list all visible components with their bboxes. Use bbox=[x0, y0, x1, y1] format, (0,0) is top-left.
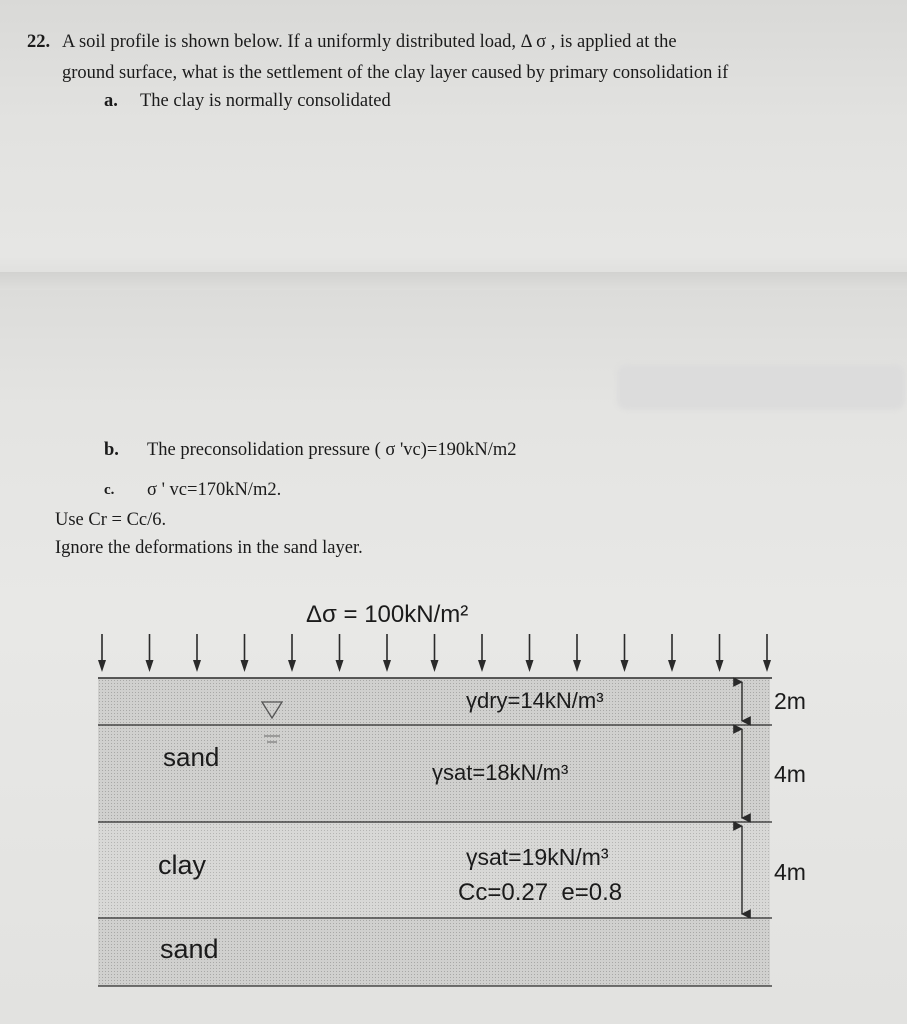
question-line-1: A soil profile is shown below. If a uniformly distributed load, Δ σ , is applied at the bbox=[62, 32, 677, 52]
layer-sand-dry bbox=[98, 678, 770, 725]
use-cr-note: Use Cr = Cc/6. bbox=[55, 510, 167, 530]
part-c-label: c. bbox=[104, 482, 115, 498]
load-arrow-head bbox=[193, 660, 201, 672]
load-arrow-head bbox=[98, 660, 106, 672]
part-b-label: b. bbox=[104, 440, 119, 460]
part-c-text: σ ' vc=170kN/m2. bbox=[147, 480, 282, 500]
layer2-gamma: γsat=18kN/m³ bbox=[432, 760, 569, 785]
load-arrow-head bbox=[478, 660, 486, 672]
layer4-name: sand bbox=[160, 934, 219, 964]
question-line-2: ground surface, what is the settlement of the clay layer caused by primary consolidation if bbox=[62, 63, 729, 83]
layer2-thickness: 4m bbox=[774, 761, 806, 787]
load-arrow-head bbox=[668, 660, 676, 672]
layer1-thickness: 2m bbox=[774, 688, 806, 714]
load-arrow-head bbox=[431, 660, 439, 672]
ignore-sand-note: Ignore the deformations in the sand layer. bbox=[55, 538, 363, 558]
layer3-props: Cc=0.27 e=0.8 bbox=[458, 879, 623, 906]
load-arrow-head bbox=[383, 660, 391, 672]
layer3-thickness: 4m bbox=[774, 859, 806, 885]
layer3-gamma: γsat=19kN/m³ bbox=[466, 844, 609, 870]
part-a-label: a. bbox=[104, 91, 118, 111]
load-arrow-head bbox=[146, 660, 154, 672]
load-arrow-head bbox=[716, 660, 724, 672]
load-arrow-head bbox=[763, 660, 771, 672]
load-arrows bbox=[98, 634, 771, 672]
layer2-name: sand bbox=[163, 742, 220, 772]
part-b-text: The preconsolidation pressure ( σ 'vc)=190kN/m2 bbox=[147, 440, 517, 460]
layer1-gamma: γdry=14kN/m³ bbox=[466, 688, 604, 713]
smudge bbox=[617, 364, 905, 410]
soil-profile-diagram bbox=[0, 590, 907, 1000]
load-arrow-head bbox=[288, 660, 296, 672]
load-arrow-head bbox=[526, 660, 534, 672]
part-a-text: The clay is normally consolidated bbox=[140, 91, 391, 111]
load-arrow-head bbox=[621, 660, 629, 672]
load-arrow-head bbox=[241, 660, 249, 672]
load-label: Δσ = 100kN/m² bbox=[306, 601, 469, 628]
load-arrow-head bbox=[336, 660, 344, 672]
question-number: 22. bbox=[27, 32, 51, 52]
load-arrow-head bbox=[573, 660, 581, 672]
layer3-name: clay bbox=[158, 850, 207, 880]
page-fold-band bbox=[0, 272, 907, 290]
